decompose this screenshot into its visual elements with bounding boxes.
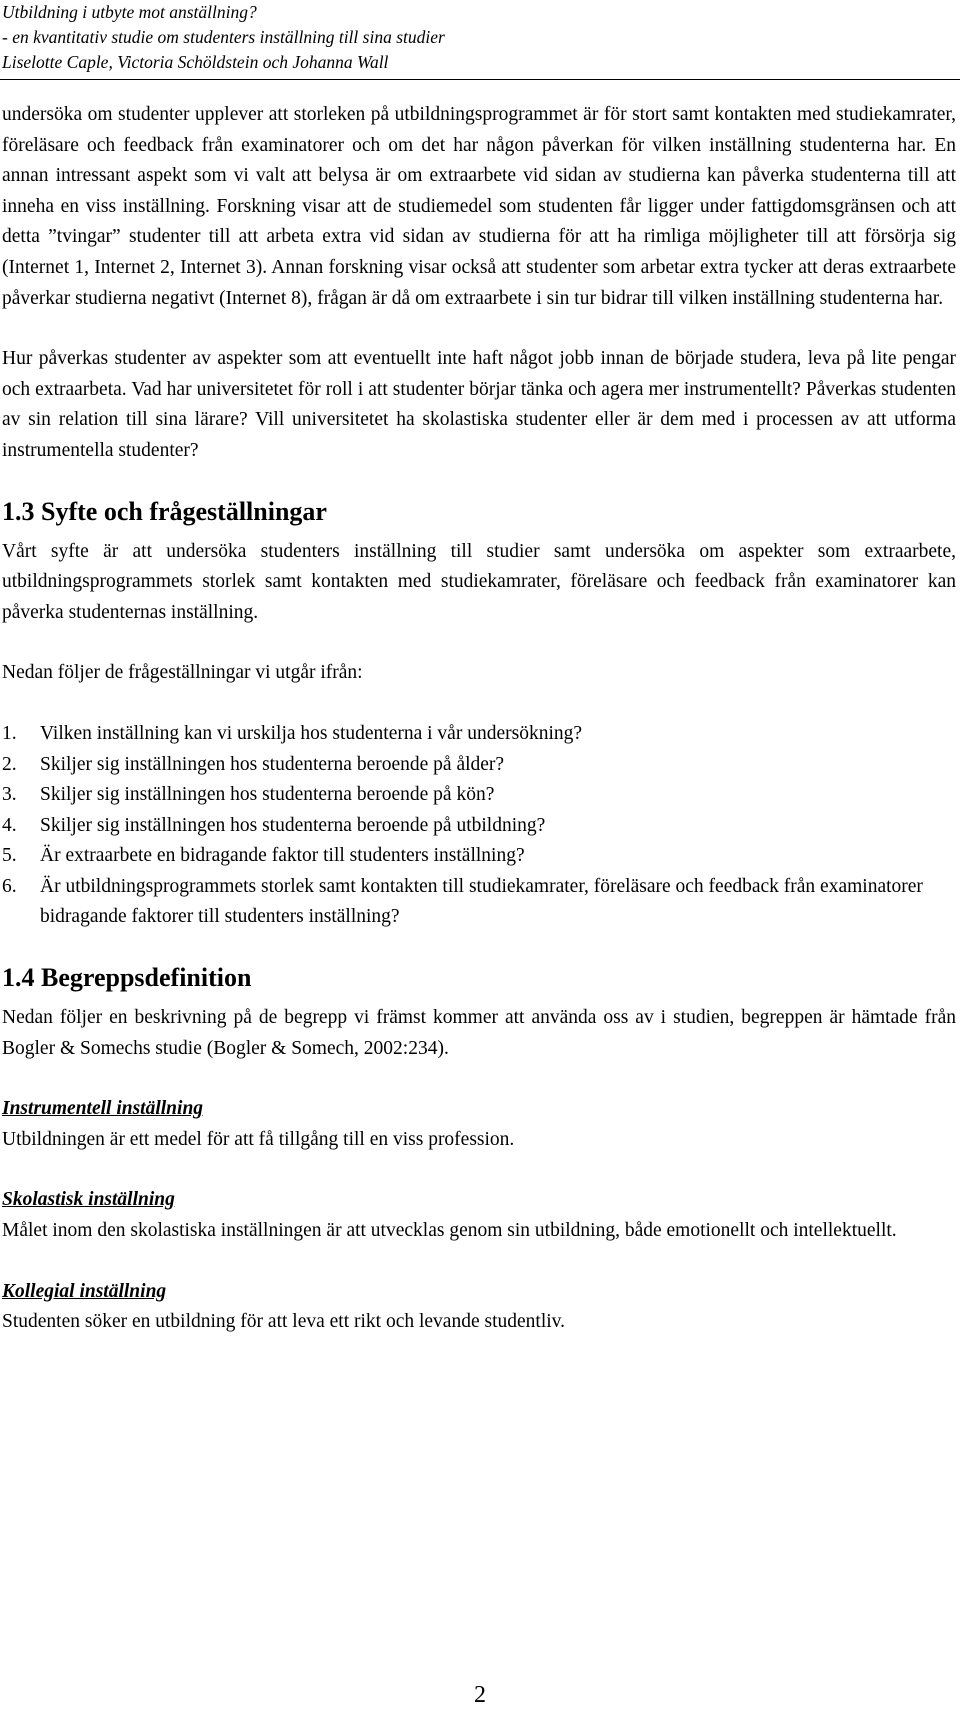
- list-number: 1.: [2, 722, 17, 744]
- running-header: [2, 0, 445, 75]
- term-definition: Studenten söker en utbildning för att leva ett rikt och levande studentliv.: [2, 1311, 566, 1333]
- list-text: Är extraarbete en bidragande faktor till studenters inställning?: [40, 845, 525, 867]
- header-subtitle: - en kvantitativ studie om studenters inställning till sina studier: [2, 27, 445, 47]
- list-text: Vilken inställning kan vi urskilja hos studenterna i vår undersökning?: [40, 722, 583, 744]
- term-definition: Utbildningen är ett medel för att få tillgång till en viss profession.: [2, 1128, 515, 1150]
- question-list: [2, 719, 956, 933]
- list-number: 3.: [2, 784, 17, 806]
- section-heading: 1.3 Syfte och frågeställningar: [2, 496, 327, 526]
- list-text: Skiljer sig inställningen hos studenterna beroende på utbildning?: [40, 814, 546, 836]
- list-text: Skiljer sig inställningen hos studenterna beroende på kön?: [40, 784, 495, 806]
- body-paragraph: Hur påverkas studenter av aspekter som att eventuellt inte haft något jobb innan de började studera, leva på lite pengar och extraarbeta. Vad har universitetet för roll i att studenter börjar tänka och agera mer instrumentellt? Påverkas studenten av sin relation till sina lärare? Vill universitetet ha skolastiska studenter eller är dem med i processen av att utforma instrumentella studenter?: [2, 348, 956, 461]
- term-heading: Skolastisk inställning: [2, 1189, 175, 1211]
- section-heading: 1.4 Begreppsdefinition: [2, 963, 252, 993]
- list-item: [2, 872, 956, 933]
- page-number: 2: [474, 1682, 486, 1708]
- list-text: Är utbildningsprogrammets storlek samt kontakten till studiekamrater, föreläsare och feedback från examinatorer bidragande faktorer till studenters inställning?: [40, 875, 923, 928]
- list-item: [2, 811, 956, 842]
- list-number: 4.: [2, 814, 17, 836]
- list-number: 2.: [2, 753, 17, 775]
- list-number: 5.: [2, 845, 17, 867]
- page-body: [2, 100, 956, 1338]
- list-item: [2, 750, 956, 781]
- term-heading: Kollegial inställning: [2, 1280, 167, 1302]
- term-heading: Instrumentell inställning: [2, 1098, 204, 1120]
- list-text: Skiljer sig inställningen hos studenterna beroende på ålder?: [40, 753, 505, 775]
- term-definition: Målet inom den skolastiska inställningen är att utvecklas genom sin utbildning, både emotionellt och intellektuellt.: [2, 1220, 897, 1242]
- list-item: [2, 780, 956, 811]
- list-number: 6.: [2, 875, 17, 897]
- header-rule: [0, 79, 960, 80]
- body-paragraph: Nedan följer en beskrivning på de begrepp vi främst kommer att använda oss av i studien, begreppen är hämtade från Bogler & Somechs studie (Bogler & Somech, 2002:234).: [2, 1007, 956, 1059]
- list-item: [2, 841, 956, 872]
- body-paragraph: undersöka om studenter upplever att storleken på utbildningsprogrammet är för stort samt kontakten med studiekamrater, föreläsare och feedback från examinatorer och om det har någon påverkan för vilken inställning studenterna har. En annan intressant aspekt som vi valt att belysa är om extraarbete vid sidan av studierna kan påverka studenterna till att inneha en viss inställning. Forskning visar att de studiemedel som studenten får ligger under fattigdomsgränsen och att detta ”tvingar” studenter till att arbeta extra vid sidan av studierna för att ha rimliga möjligheter till att försörja sig (Internet 1, Internet 2, Internet 3). Annan forskning visar också att studenter som arbetar extra tycker att deras extraarbete påverkar studierna negativt (Internet 8), frågan är då om extraarbete i sin tur bidrar till vilken inställning studenterna har.: [2, 104, 956, 309]
- body-paragraph: Vårt syfte är att undersöka studenters inställning till studier samt undersöka om aspekter som extraarbete, utbildningsprogrammets storlek samt kontakten med studiekamrater, föreläsare och feedback från examinatorer kan påverka studenternas inställning.: [2, 540, 956, 623]
- header-title: Utbildning i utbyte mot anställning?: [2, 2, 257, 22]
- header-authors: Liselotte Caple, Victoria Schöldstein och Johanna Wall: [2, 52, 389, 72]
- list-item: [2, 719, 956, 750]
- body-paragraph: Nedan följer de frågeställningar vi utgår ifrån:: [2, 662, 363, 684]
